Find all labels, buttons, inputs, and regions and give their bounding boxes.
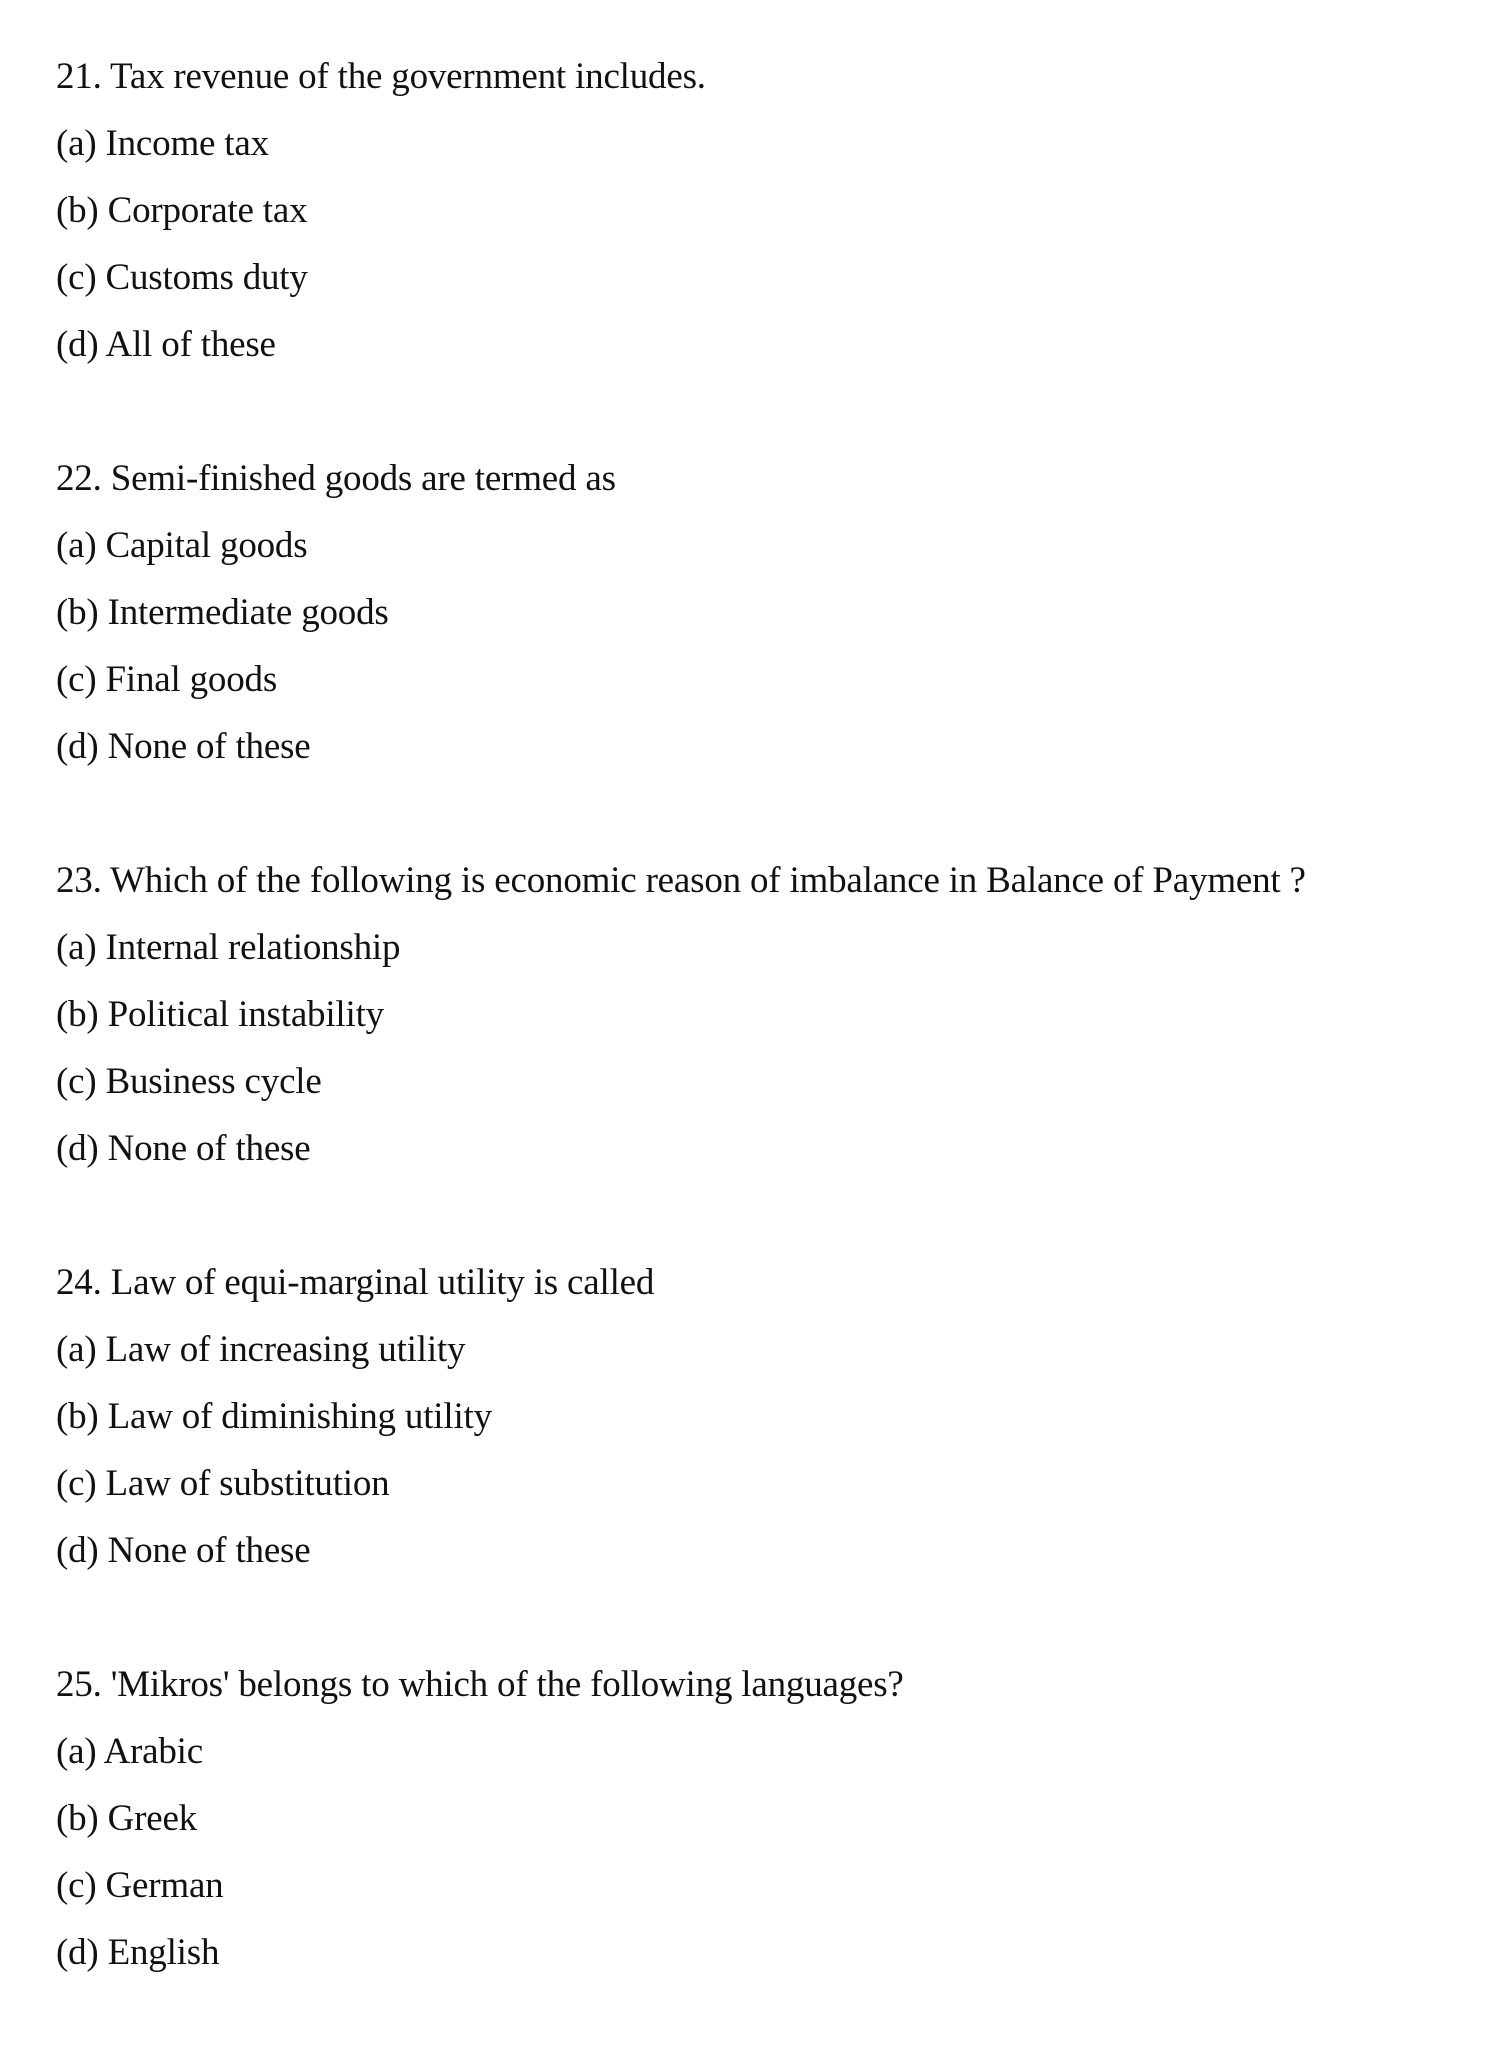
document-page: [56, 43, 1476, 2053]
question-22: [56, 445, 1476, 780]
option-b: (b) Greek: [56, 1798, 197, 1839]
option-c: (c) German: [56, 1865, 224, 1906]
option-c: (c) Final goods: [56, 659, 278, 700]
option-a: (a) Income tax: [56, 123, 269, 164]
question-text: 21. Tax revenue of the government includes.: [56, 56, 706, 97]
option-c: (c) Customs duty: [56, 257, 308, 298]
question-text: 22. Semi-finished goods are termed as: [56, 458, 616, 499]
question-24: [56, 1249, 1476, 1584]
option-a: (a) Arabic: [56, 1731, 203, 1772]
question-text: 25. 'Mikros' belongs to which of the following languages?: [56, 1664, 904, 1705]
option-c: (c) Business cycle: [56, 1061, 322, 1102]
option-d: (d) All of these: [56, 324, 276, 365]
option-b: (b) Corporate tax: [56, 190, 308, 231]
option-d: (d) None of these: [56, 1128, 311, 1169]
question-text: 23. Which of the following is economic reason of imbalance in Balance of Payment ?: [56, 860, 1306, 901]
option-b: (b) Law of diminishing utility: [56, 1396, 492, 1437]
option-b: (b) Political instability: [56, 994, 384, 1035]
option-d: (d) English: [56, 1932, 220, 1973]
option-d: (d) None of these: [56, 1530, 311, 1571]
question-21: [56, 43, 1476, 378]
question-text: 24. Law of equi-marginal utility is called: [56, 1262, 655, 1303]
question-23: [56, 847, 1476, 1182]
question-25: [56, 1651, 1476, 1986]
option-b: (b) Intermediate goods: [56, 592, 389, 633]
option-a: (a) Internal relationship: [56, 927, 401, 968]
option-a: (a) Law of increasing utility: [56, 1329, 466, 1370]
option-d: (d) None of these: [56, 726, 311, 767]
option-c: (c) Law of substitution: [56, 1463, 390, 1504]
option-a: (a) Capital goods: [56, 525, 308, 566]
